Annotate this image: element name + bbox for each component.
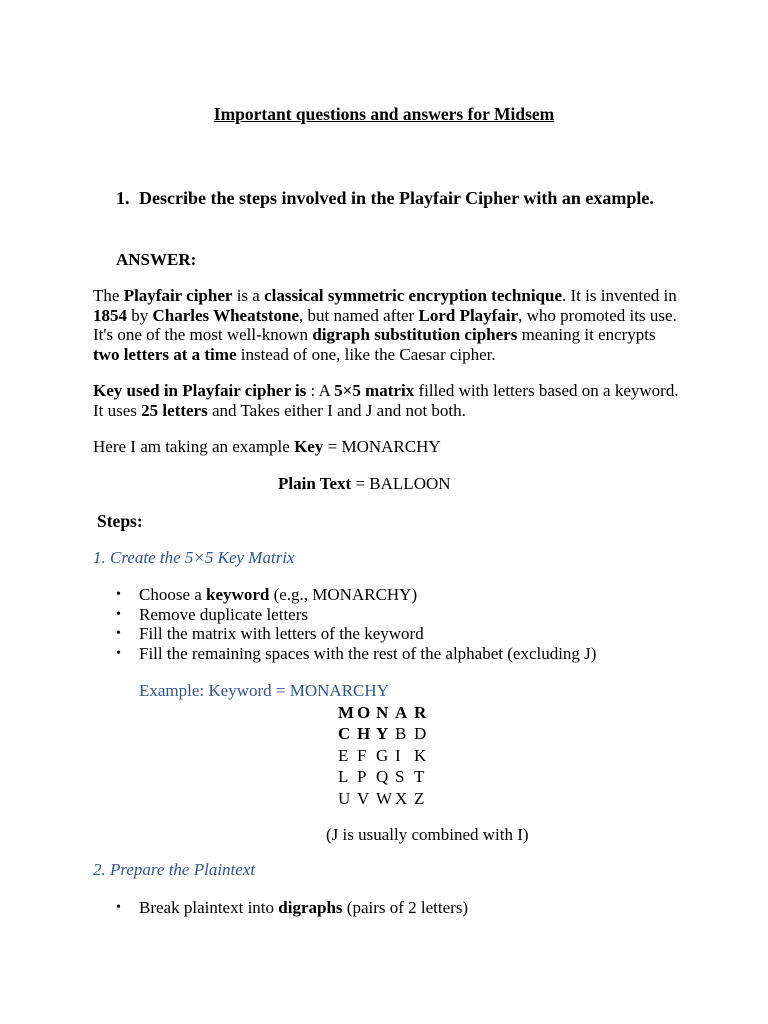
plaintext-label: Plain Text — [278, 474, 352, 493]
bold-text: digraph substitution ciphers — [312, 325, 518, 345]
question-text: Describe the steps involved in the Playfair Cipher with an example. — [139, 188, 654, 208]
text: meaning it encrypts — [517, 325, 656, 345]
bold-text: Charles Wheatstone — [152, 305, 300, 325]
matrix-cell: M — [338, 703, 355, 722]
matrix-row — [338, 702, 433, 723]
bullet-item — [116, 898, 468, 918]
text: : A — [306, 381, 335, 400]
answer-label: ANSWER: — [116, 250, 197, 269]
matrix-cell: H — [357, 724, 371, 744]
text: Choose a — [139, 585, 207, 604]
bold-text: 25 letters — [141, 400, 208, 420]
plaintext-line — [278, 474, 451, 494]
matrix-row — [338, 723, 433, 744]
example-key-value: = MONARCHY — [323, 437, 441, 456]
bullet-item — [116, 624, 596, 644]
example-prefix: Here I am taking an example — [93, 437, 295, 456]
matrix-cell: W — [376, 788, 393, 808]
bold-text: Lord Playfair — [418, 305, 519, 325]
matrix-cell: A — [395, 703, 408, 722]
bold-text: Playfair cipher — [123, 286, 233, 305]
matrix-cell: D — [414, 724, 427, 744]
matrix-cell: X — [395, 788, 408, 808]
matrix-row — [338, 766, 433, 787]
text: Remove duplicate letters — [139, 604, 308, 624]
text: and Takes either I and J and not both. — [207, 400, 466, 420]
matrix-note: (J is usually combined with I) — [326, 825, 529, 844]
text: , but named after — [299, 305, 419, 325]
matrix-cell: Z — [414, 788, 425, 808]
example-keyword-label: Example: Keyword = MONARCHY — [139, 681, 389, 700]
matrix-cell: R — [414, 703, 427, 722]
matrix-cell: U — [338, 788, 351, 808]
matrix-row — [338, 788, 433, 809]
matrix-cell: N — [376, 703, 389, 722]
matrix-row — [338, 745, 433, 766]
matrix-cell: I — [395, 745, 401, 765]
matrix-cell: G — [376, 745, 389, 765]
text: The — [93, 286, 124, 305]
example-key-line — [93, 437, 441, 457]
matrix-cell: V — [357, 788, 370, 808]
matrix-cell: F — [357, 745, 367, 765]
matrix-cell: C — [338, 724, 351, 744]
text: , who promoted its use. It's one of the most well-known — [93, 305, 677, 345]
intro-paragraph — [93, 286, 683, 364]
bold-text: digraphs — [278, 898, 343, 917]
matrix-cell: O — [357, 703, 371, 722]
key-paragraph — [93, 381, 683, 420]
text: by — [127, 305, 153, 325]
text: Break plaintext into — [139, 898, 279, 917]
question-1 — [116, 187, 656, 209]
bold-text: 1854 — [93, 305, 127, 325]
step-2-bullets — [116, 898, 468, 918]
plaintext-value: = BALLOON — [351, 474, 451, 493]
matrix-cell: L — [338, 767, 349, 787]
text: (pairs of 2 letters) — [342, 898, 469, 917]
document-title: Important questions and answers for Midsem — [213, 104, 555, 124]
text: (e.g., MONARCHY) — [269, 585, 418, 604]
question-number: 1. — [116, 188, 130, 208]
text: Fill the matrix with letters of the keyword — [139, 624, 424, 644]
matrix-cell: S — [395, 767, 405, 787]
step-1-heading: 1. Create the 5×5 Key Matrix — [93, 548, 295, 567]
example-key-label: Key — [294, 437, 324, 456]
bold-text: classical symmetric encryption technique — [264, 286, 563, 305]
text: Fill the remaining spaces with the rest of the alphabet (excluding J) — [139, 643, 597, 663]
matrix-cell: K — [414, 745, 427, 765]
bullet-item — [116, 605, 596, 625]
matrix-cell: T — [414, 767, 425, 787]
key-matrix — [338, 702, 433, 809]
matrix-cell: B — [395, 724, 407, 744]
bullet-item — [116, 644, 596, 664]
text: filled with letters based on a keyword. It uses — [93, 381, 679, 420]
bold-text: keyword — [206, 585, 270, 604]
matrix-cell: Y — [376, 724, 389, 744]
bold-text: Key used in Playfair cipher is — [93, 381, 307, 400]
bullet-item — [116, 585, 596, 605]
bold-text: two letters at a time — [93, 344, 237, 364]
step-2-heading: 2. Prepare the Plaintext — [93, 860, 256, 879]
bold-text: 5×5 matrix — [334, 381, 415, 400]
text: is a — [232, 286, 265, 305]
text: . It is invented in — [562, 286, 677, 305]
matrix-cell: P — [357, 767, 367, 787]
step-1-bullets — [116, 585, 596, 663]
text: instead of one, like the Caesar cipher. — [236, 344, 496, 364]
matrix-cell: E — [338, 745, 349, 765]
matrix-cell: Q — [376, 767, 389, 787]
steps-heading: Steps: — [97, 511, 143, 531]
